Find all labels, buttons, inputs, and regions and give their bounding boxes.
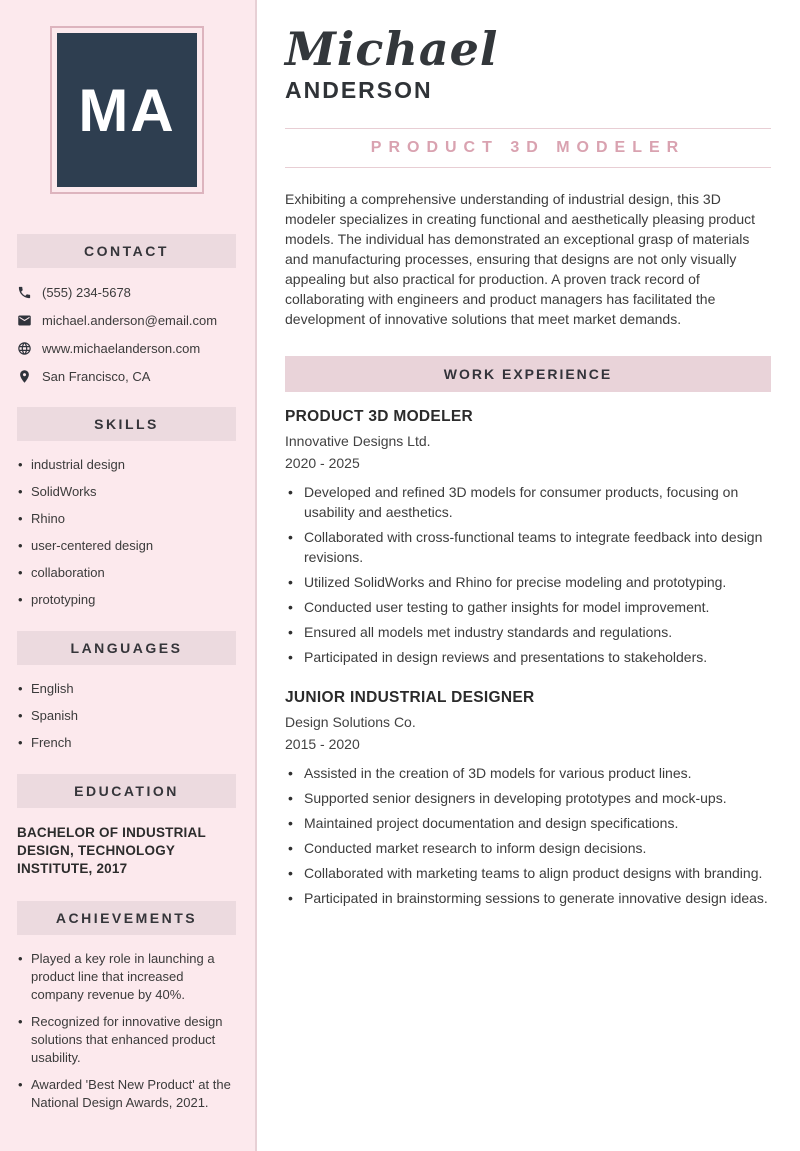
achievements-section-header [17, 901, 236, 935]
work-experience-header [285, 356, 771, 392]
job-bullet: • Participated in design reviews and presentations to stakeholders. [285, 647, 771, 667]
first-name: Michael [285, 22, 499, 76]
contact-email[interactable]: michael.anderson@email.com [42, 313, 218, 328]
skill-item: • SolidWorks [17, 483, 236, 500]
language-item: • English [17, 680, 236, 697]
job-dates: 2020 - 2025 [285, 455, 360, 471]
globe-icon [17, 341, 32, 356]
achievements-list [17, 950, 236, 1112]
contact-section-header [17, 234, 236, 268]
page-title: PRODUCT 3D MODELER [370, 139, 686, 156]
job-company: Design Solutions Co. [285, 714, 416, 730]
language-item: • French [17, 734, 236, 751]
location-icon [17, 369, 32, 384]
contact-list [17, 285, 236, 384]
job-bullet: • Conducted user testing to gather insights for model improvement. [285, 597, 771, 617]
job-bullet: • Assisted in the creation of 3D models for various product lines. [285, 763, 771, 783]
job-role: PRODUCT 3D MODELER [285, 408, 473, 425]
last-name: ANDERSON [285, 77, 433, 103]
job-bullet: • Developed and refined 3D models for consumer products, focusing on usability and aesthetics. [285, 482, 771, 522]
contact-location: San Francisco, CA [42, 369, 151, 384]
achievements-section-title: ACHIEVEMENTS [55, 910, 198, 926]
main-column [257, 0, 800, 1151]
job-bullets-list [285, 482, 771, 667]
skills-section-header [17, 407, 236, 441]
contact-website[interactable]: www.michaelanderson.com [42, 341, 201, 356]
job-bullet: • Ensured all models met industry standards and regulations. [285, 622, 771, 642]
skill-item: • collaboration [17, 564, 236, 581]
skill-item: • user-centered design [17, 537, 236, 554]
skill-item: • industrial design [17, 456, 236, 473]
monogram-box [57, 33, 197, 187]
achievement-item: • Played a key role in launching a product line that increased company revenue by 40%. [17, 950, 236, 1004]
job-bullet: • Supported senior designers in developing prototypes and mock-ups. [285, 788, 771, 808]
education-section-header [17, 774, 236, 808]
job-company: Innovative Designs Ltd. [285, 433, 431, 449]
skill-item: • Rhino [17, 510, 236, 527]
skills-list [17, 456, 236, 608]
languages-list [17, 680, 236, 751]
avatar [50, 26, 204, 194]
contact-section-title: CONTACT [84, 243, 169, 259]
job-bullet: • Collaborated with cross-functional teams to integrate feedback into design revisions. [285, 527, 771, 567]
job-entry-0 [285, 408, 771, 667]
contact-row-location [17, 369, 236, 384]
language-item: • Spanish [17, 707, 236, 724]
monogram-initials: MA [78, 76, 176, 144]
skills-section-title: SKILLS [94, 416, 159, 432]
contact-phone: (555) 234-5678 [42, 285, 131, 300]
job-role: JUNIOR INDUSTRIAL DESIGNER [285, 689, 535, 706]
sidebar [0, 0, 257, 1151]
achievement-item: • Awarded 'Best New Product' at the National Design Awards, 2021. [17, 1076, 236, 1112]
achievement-item: • Recognized for innovative design solutions that enhanced product usability. [17, 1013, 236, 1067]
work-experience-title: WORK EXPERIENCE [443, 366, 613, 382]
job-bullet: • Utilized SolidWorks and Rhino for precise modeling and prototyping. [285, 572, 771, 592]
education-section-title: EDUCATION [74, 783, 179, 799]
email-icon [17, 313, 32, 328]
contact-row-email [17, 313, 236, 328]
job-bullet: • Participated in brainstorming sessions to generate innovative design ideas. [285, 888, 771, 908]
summary-paragraph: Exhibiting a comprehensive understanding of industrial design, this 3D modeler specializes in creating functional and aesthetically pleasing product models. The individual has demonstrated an exceptional grasp of materials and manufacturing processes, ensuring that designs are not only visually appealing but also practical for production. A proven track record of collaborating with engineers and product managers has facilitated the development of innovative solutions that meet market demands. [285, 191, 756, 327]
contact-row-phone [17, 285, 236, 300]
job-bullet: • Conducted market research to inform design decisions. [285, 838, 771, 858]
job-bullet: • Collaborated with marketing teams to align product designs with branding. [285, 863, 771, 883]
languages-section-header [17, 631, 236, 665]
job-dates: 2015 - 2020 [285, 736, 360, 752]
job-bullets-list [285, 763, 771, 908]
job-entry-1 [285, 689, 771, 908]
education-degree: BACHELOR OF INDUSTRIAL DESIGN, TECHNOLOGY INSTITUTE, 2017 [17, 825, 206, 876]
skill-item: • prototyping [17, 591, 236, 608]
contact-row-website [17, 341, 236, 356]
job-bullet: • Maintained project documentation and design specifications. [285, 813, 771, 833]
divider-bottom [285, 167, 771, 168]
languages-section-title: LANGUAGES [70, 640, 183, 656]
phone-icon [17, 285, 32, 300]
